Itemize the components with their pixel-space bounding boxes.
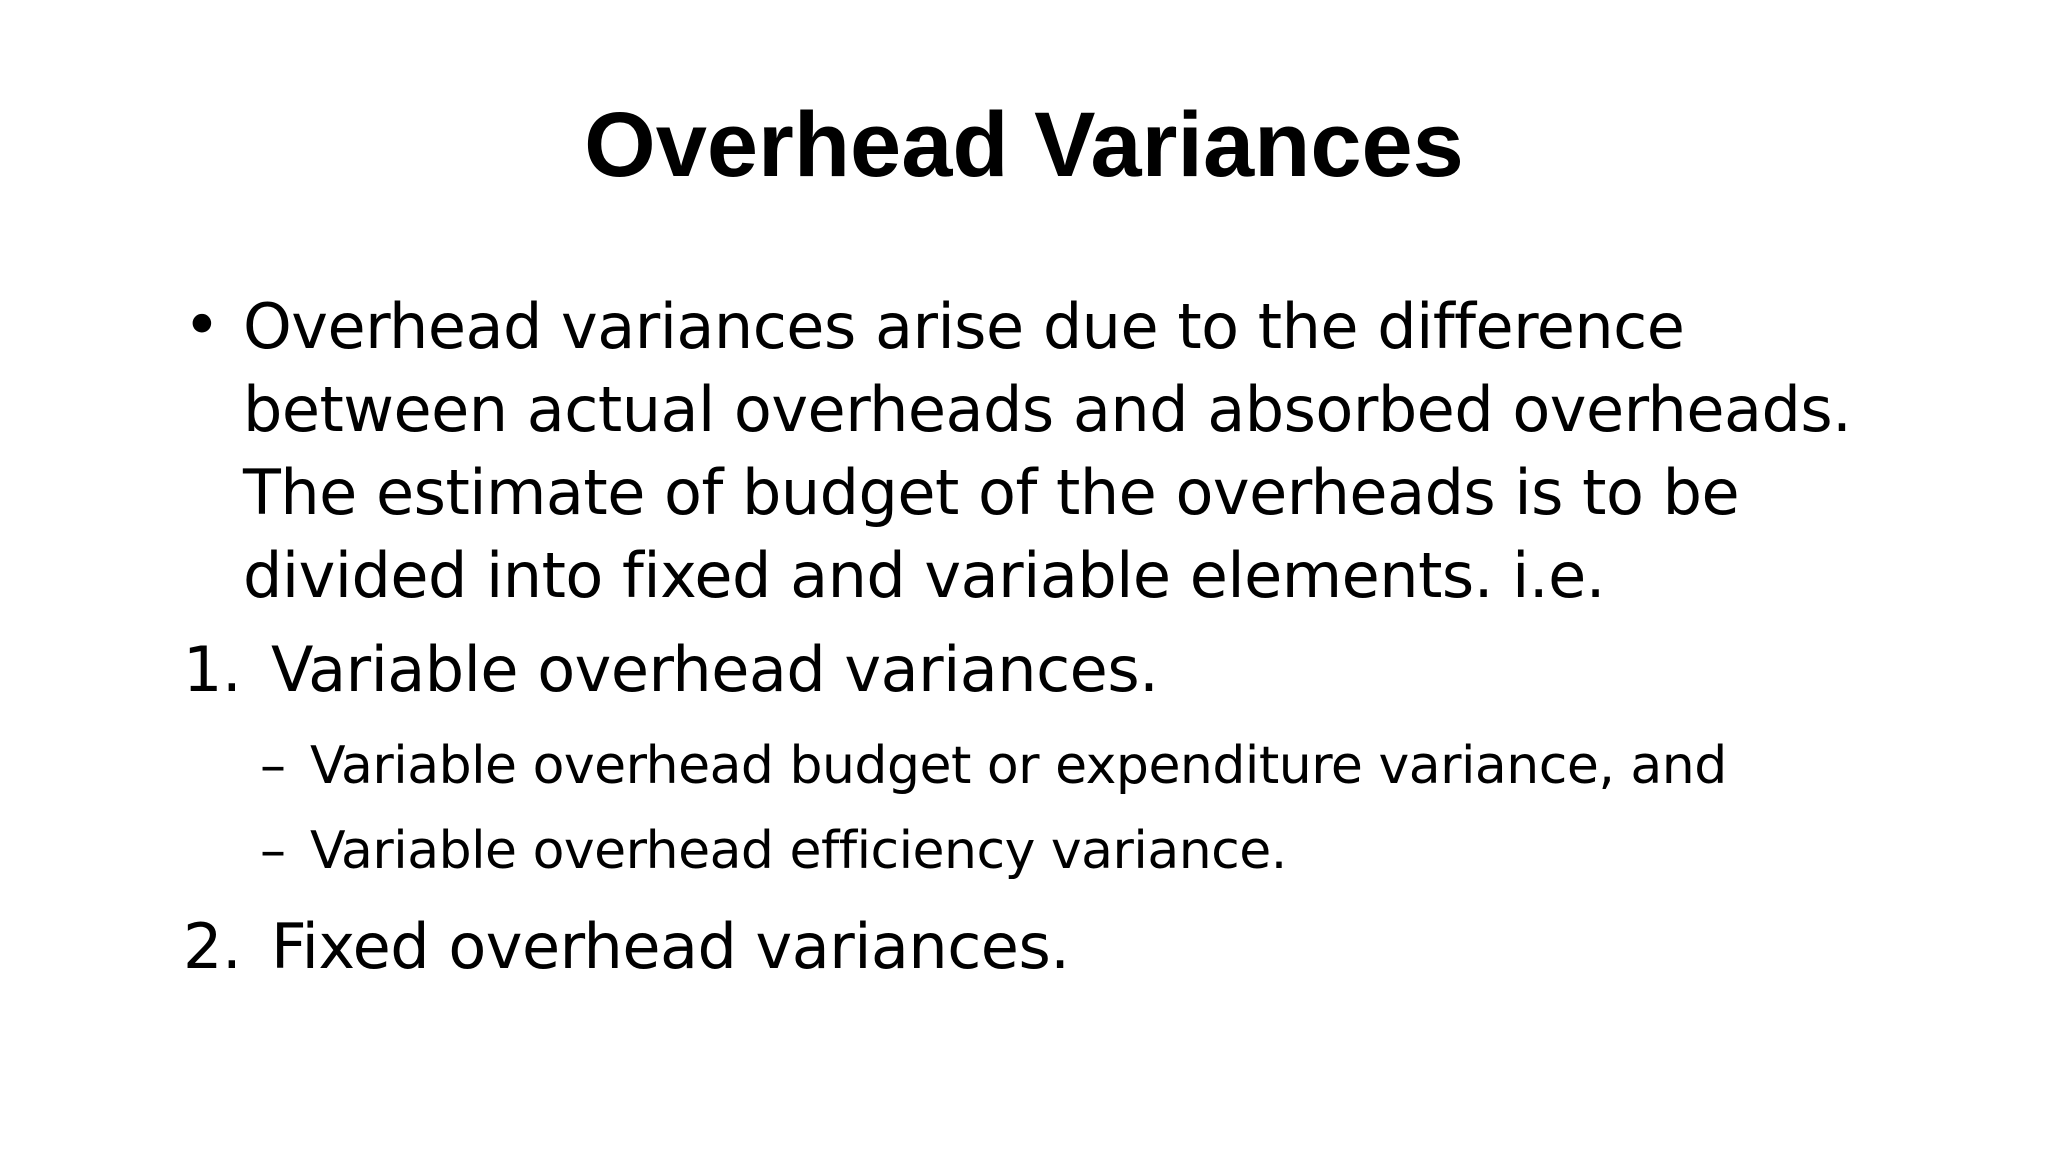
dash-marker: – [260,821,286,881]
sub-item-2 [260,816,1287,886]
bullet-line: The estimate of budget of the overheads is to be [243,456,1740,529]
bullet-line: between actual overheads and absorbed overheads. [243,373,1852,446]
sub-item-label: Variable overhead efficiency variance. [310,821,1287,881]
bullet-line: divided into fixed and variable elements. i.e. [243,539,1605,612]
number-marker: 2. [183,910,242,983]
bullet-text [243,285,1903,617]
sub-item-1 [260,731,1727,801]
numbered-item-label: Variable overhead variances. [271,633,1159,706]
numbered-item-2 [183,905,1069,988]
sub-item-label: Variable overhead budget or expenditure variance, and [310,736,1727,796]
bullet-line: Overhead variances arise due to the difference [243,290,1685,363]
number-marker: 1. [183,633,242,706]
dash-marker: – [260,736,286,796]
numbered-item-label: Fixed overhead variances. [271,910,1070,983]
bullet-marker: • [183,289,221,363]
slide-title: Overhead Variances [584,94,1464,196]
numbered-item-1 [183,628,1158,711]
